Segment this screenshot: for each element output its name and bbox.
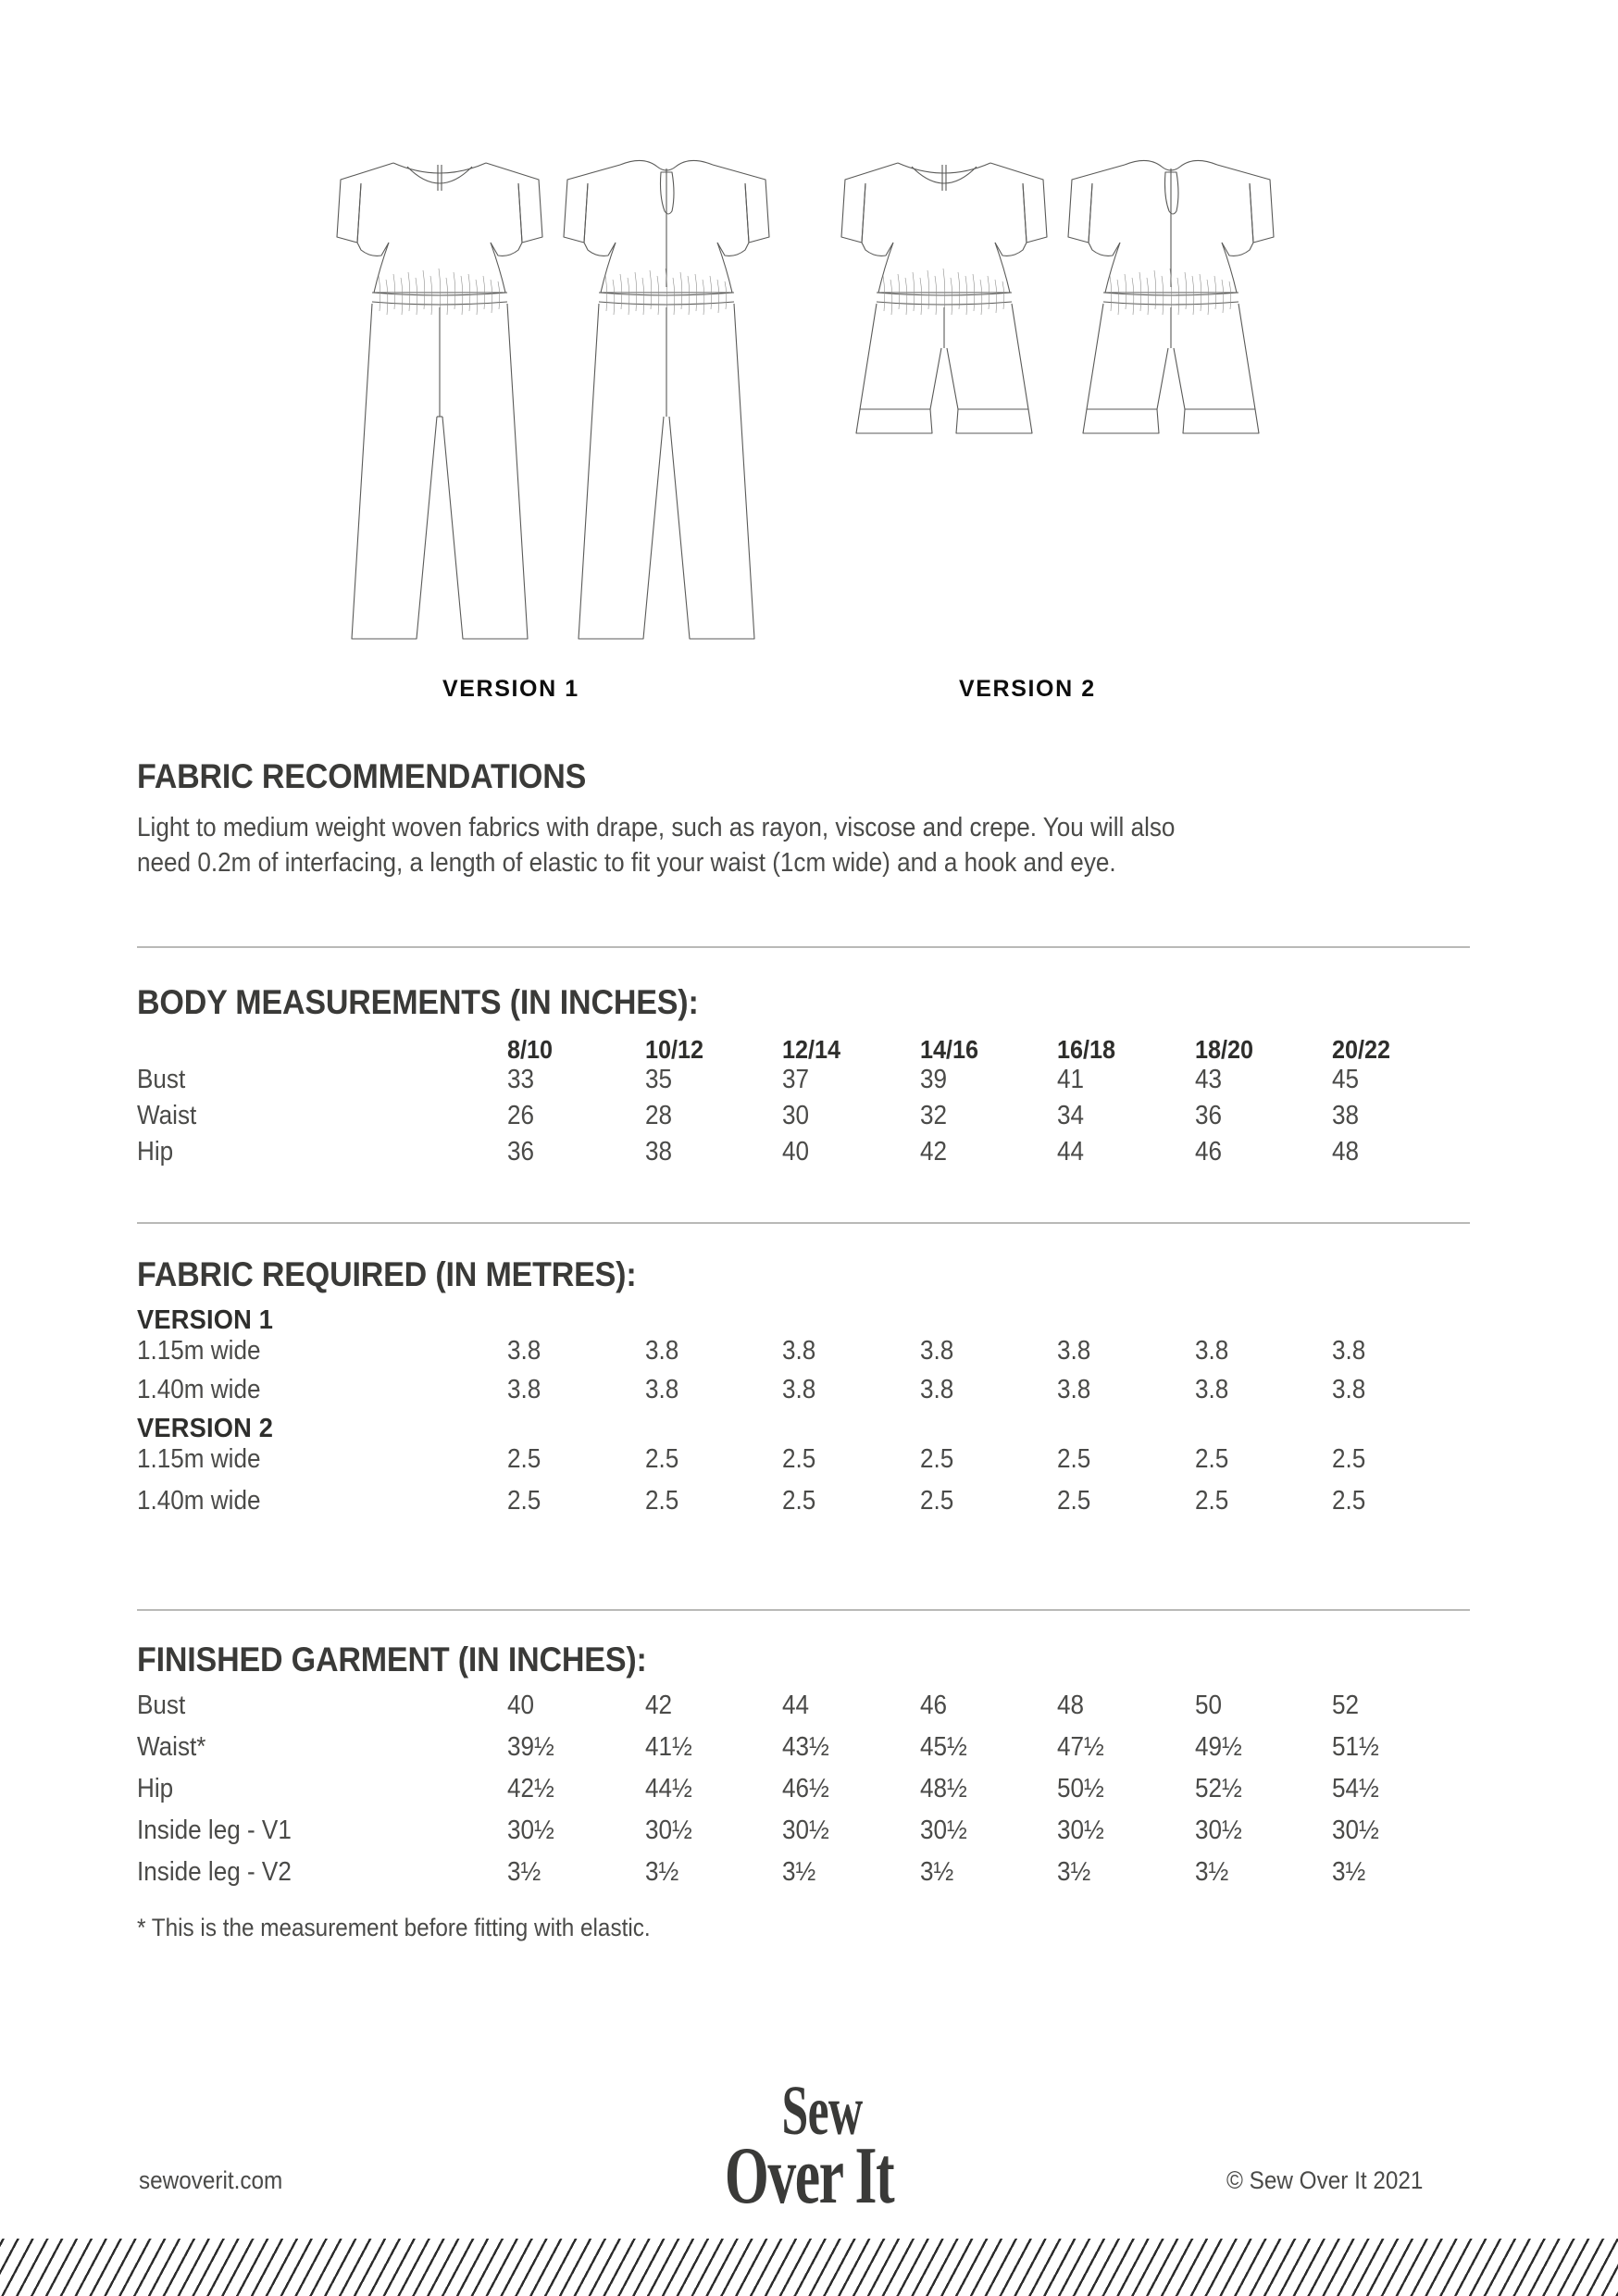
version-1-label: VERSION 1	[442, 676, 579, 702]
row-label: Hip	[137, 1137, 174, 1167]
row-value: 48½	[919, 1774, 967, 1803]
row-value: 45½	[919, 1732, 967, 1762]
row-value: 26	[507, 1101, 535, 1130]
row-value: 41	[1057, 1065, 1085, 1094]
row-value: 2.5	[1194, 1486, 1229, 1516]
fabric-recommendations-line-1: Light to medium weight woven fabrics with drape, such as rayon, viscose and crepe. You will also	[137, 813, 1176, 842]
row-value: 32	[919, 1101, 947, 1130]
row-value: 51½	[1332, 1732, 1380, 1762]
horizontal-rule	[137, 946, 1470, 948]
row-label: Bust	[137, 1065, 186, 1094]
row-value: 52½	[1194, 1774, 1242, 1803]
row-value: 30½	[919, 1816, 967, 1845]
row-value: 46½	[782, 1774, 829, 1803]
fabric-recommendations-section	[137, 757, 1484, 880]
logo-line-2: Over It	[724, 2131, 894, 2222]
finished-garment-table	[137, 1691, 1470, 1899]
fabric-required-version-1-title: VERSION 1	[137, 1305, 274, 1335]
row-value: 3.8	[782, 1375, 816, 1404]
table-row	[137, 1101, 1470, 1137]
body-measurements-heading: BODY MEASUREMENTS (IN INCHES):	[137, 983, 699, 1021]
table-row	[137, 1857, 1470, 1899]
row-value: 35	[644, 1065, 672, 1094]
row-value: 3½	[644, 1857, 678, 1887]
row-value: 2.5	[644, 1486, 678, 1516]
row-value: 50	[1194, 1691, 1222, 1720]
row-value: 3½	[782, 1857, 816, 1887]
row-value: 39½	[507, 1732, 554, 1762]
row-label: 1.40m wide	[137, 1375, 261, 1404]
row-value: 2.5	[1332, 1444, 1366, 1474]
table-row	[137, 1816, 1470, 1857]
row-value: 3.8	[782, 1336, 816, 1366]
row-value: 40	[782, 1137, 810, 1167]
row-value: 2.5	[1057, 1444, 1091, 1474]
fabric-recommendations-heading: FABRIC RECOMMENDATIONS	[137, 757, 587, 795]
row-value: 38	[644, 1137, 672, 1167]
row-label: 1.40m wide	[137, 1486, 261, 1516]
row-value: 2.5	[507, 1486, 541, 1516]
row-value: 42	[644, 1691, 672, 1720]
row-value: 44½	[644, 1774, 692, 1803]
row-value: 44	[1057, 1137, 1085, 1167]
divider-2	[137, 1222, 1484, 1224]
row-value: 2.5	[1057, 1486, 1091, 1516]
row-label: Waist*	[137, 1732, 206, 1762]
row-value: 37	[782, 1065, 810, 1094]
row-value: 45	[1332, 1065, 1360, 1094]
figure-playsuit-back	[1055, 139, 1287, 463]
row-value: 46	[1194, 1137, 1222, 1167]
row-value: 2.5	[919, 1486, 953, 1516]
footer-copyright: © Sew Over It 2021	[1226, 2166, 1424, 2194]
row-value: 30½	[1194, 1816, 1242, 1845]
row-value: 3.8	[644, 1375, 678, 1404]
horizontal-rule	[137, 1609, 1470, 1611]
divider-1	[137, 946, 1484, 948]
fabric-required-version-2-title: VERSION 2	[137, 1414, 274, 1443]
row-value: 39	[919, 1065, 947, 1094]
row-value: 36	[507, 1137, 535, 1167]
row-value: 2.5	[919, 1444, 953, 1474]
row-label: 1.15m wide	[137, 1444, 261, 1474]
row-value: 3½	[919, 1857, 953, 1887]
row-value: 3.8	[1332, 1375, 1366, 1404]
row-value: 40	[507, 1691, 535, 1720]
row-value: 36	[1194, 1101, 1222, 1130]
fabric-recommendations-text	[137, 811, 1483, 880]
row-value: 30½	[782, 1816, 829, 1845]
row-value: 46	[919, 1691, 947, 1720]
size-header-1: 10/12	[644, 1035, 703, 1064]
row-value: 54½	[1332, 1774, 1380, 1803]
row-value: 3.8	[644, 1336, 678, 1366]
table-row	[137, 1444, 1470, 1486]
size-header-5: 18/20	[1194, 1035, 1253, 1064]
row-value: 38	[1332, 1101, 1360, 1130]
row-value: 49½	[1194, 1732, 1242, 1762]
row-value: 43	[1194, 1065, 1222, 1094]
horizontal-rule	[137, 1222, 1470, 1224]
row-value: 3.8	[1332, 1336, 1366, 1366]
row-value: 3.8	[1057, 1375, 1091, 1404]
row-value: 30½	[644, 1816, 692, 1845]
fabric-required-heading: FABRIC REQUIRED (IN METRES):	[137, 1255, 637, 1293]
fabric-recommendations-line-2: need 0.2m of interfacing, a length of elastic to fit your waist (1cm wide) and a hook and eye.	[137, 847, 1116, 878]
divider-3	[137, 1609, 1484, 1611]
body-measurements-section	[137, 983, 1484, 1173]
row-value: 2.5	[1332, 1486, 1366, 1516]
table-row	[137, 1065, 1470, 1101]
logo-line-1: Sew	[781, 2072, 863, 2150]
row-value: 3½	[1194, 1857, 1229, 1887]
finished-garment-section	[137, 1641, 1484, 1942]
table-row	[137, 1732, 1470, 1774]
finished-garment-footnote: * This is the measurement before fitting with elastic.	[137, 1914, 651, 1941]
figure-playsuit-front	[828, 139, 1060, 463]
technical-drawings	[0, 139, 1618, 676]
row-value: 41½	[644, 1732, 692, 1762]
row-label: 1.15m wide	[137, 1336, 261, 1366]
body-measurements-header-row	[137, 1035, 1470, 1065]
body-measurements-table	[137, 1035, 1470, 1173]
size-header-0: 8/10	[507, 1035, 554, 1064]
row-value: 30½	[1057, 1816, 1105, 1845]
row-value: 33	[507, 1065, 535, 1094]
table-row	[137, 1691, 1470, 1732]
row-value: 3½	[1057, 1857, 1091, 1887]
figure-jumpsuit-front	[324, 139, 555, 657]
sew-over-it-logo	[670, 2072, 948, 2222]
finished-garment-heading: FINISHED GARMENT (IN INCHES):	[137, 1641, 647, 1678]
size-header-blank	[137, 1035, 507, 1065]
row-label: Bust	[137, 1691, 186, 1720]
size-header-4: 16/18	[1057, 1035, 1116, 1064]
row-value: 3.8	[919, 1336, 953, 1366]
fabric-required-version-2-table	[137, 1444, 1470, 1528]
row-value: 52	[1332, 1691, 1360, 1720]
page-footer	[0, 2065, 1618, 2222]
row-value: 47½	[1057, 1732, 1105, 1762]
row-value: 34	[1057, 1101, 1085, 1130]
table-row	[137, 1336, 1470, 1375]
row-value: 50½	[1057, 1774, 1105, 1803]
version-labels	[0, 676, 1618, 713]
size-header-6: 20/22	[1332, 1035, 1391, 1064]
footer-website-url[interactable]: sewoverit.com	[139, 2166, 283, 2194]
bottom-stripe-border	[0, 2239, 1618, 2296]
fabric-required-section	[137, 1255, 1484, 1528]
row-value: 48	[1057, 1691, 1085, 1720]
row-value: 3.8	[1057, 1336, 1091, 1366]
row-label: Inside leg - V2	[137, 1857, 292, 1887]
table-row	[137, 1486, 1470, 1528]
row-label: Inside leg - V1	[137, 1816, 292, 1845]
row-value: 28	[644, 1101, 672, 1130]
row-value: 43½	[782, 1732, 829, 1762]
row-label: Hip	[137, 1774, 174, 1803]
size-header-3: 14/16	[919, 1035, 978, 1064]
row-value: 3.8	[1194, 1375, 1229, 1404]
row-value: 30	[782, 1101, 810, 1130]
fabric-required-version-1-table	[137, 1336, 1470, 1414]
table-row	[137, 1375, 1470, 1414]
table-row	[137, 1137, 1470, 1173]
row-value: 3.8	[919, 1375, 953, 1404]
size-header-2: 12/14	[782, 1035, 841, 1064]
row-value: 3.8	[507, 1375, 541, 1404]
figure-jumpsuit-back	[551, 139, 782, 657]
row-value: 2.5	[782, 1486, 816, 1516]
version-2-label: VERSION 2	[959, 676, 1096, 702]
row-value: 3.8	[507, 1336, 541, 1366]
row-value: 2.5	[644, 1444, 678, 1474]
row-value: 30½	[1332, 1816, 1380, 1845]
row-value: 48	[1332, 1137, 1360, 1167]
row-value: 3½	[1332, 1857, 1366, 1887]
row-value: 2.5	[782, 1444, 816, 1474]
row-value: 2.5	[507, 1444, 541, 1474]
row-value: 44	[782, 1691, 810, 1720]
row-value: 3½	[507, 1857, 541, 1887]
row-value: 2.5	[1194, 1444, 1229, 1474]
row-value: 42½	[507, 1774, 554, 1803]
row-value: 30½	[507, 1816, 554, 1845]
table-row	[137, 1774, 1470, 1816]
row-value: 3.8	[1194, 1336, 1229, 1366]
row-label: Waist	[137, 1101, 197, 1130]
row-value: 42	[919, 1137, 947, 1167]
